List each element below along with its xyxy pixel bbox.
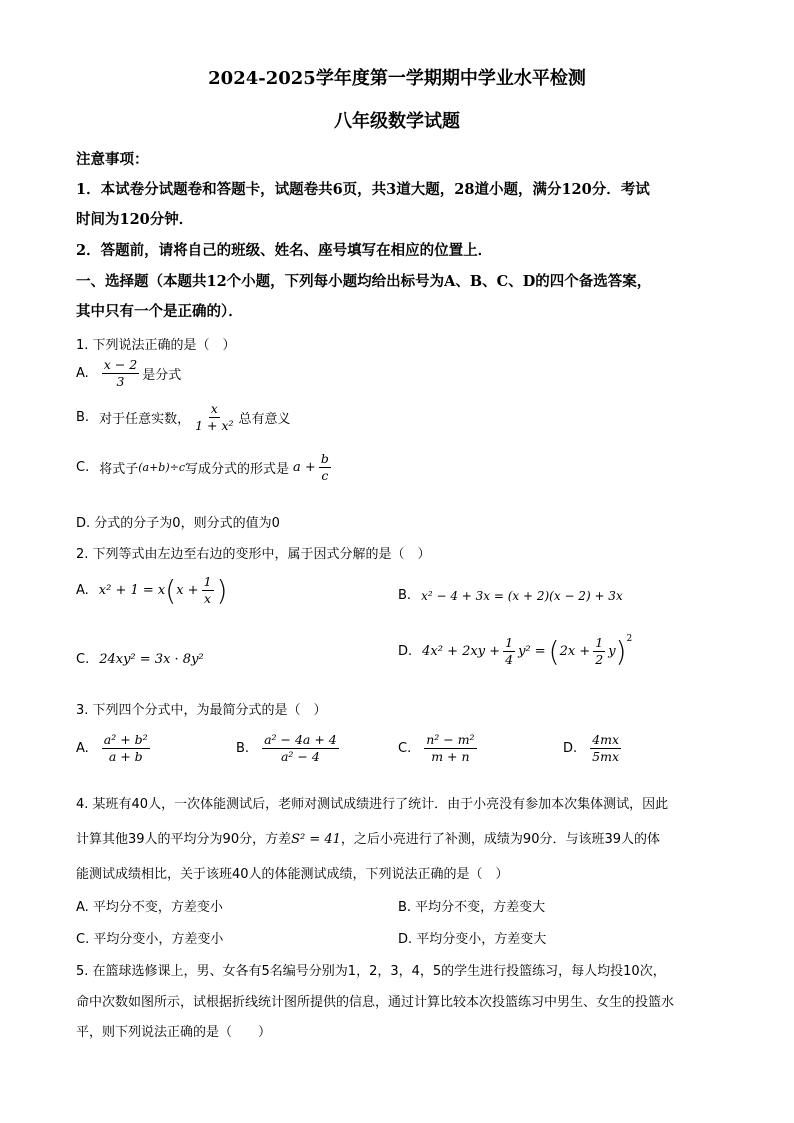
stem-text: 计算其他39人的平均分为90分，方差 <box>76 832 292 847</box>
question-4-stem: 4. 某班有40人，一次体能测试后，老师对测试成绩进行了统计．由于小亮没有参加本次集体测试，因此 <box>76 797 669 812</box>
option-label: B. <box>398 588 412 603</box>
exponent: 2 <box>626 634 633 644</box>
option-label: B. <box>236 741 250 757</box>
right-paren: ) <box>615 634 627 668</box>
question-3-option-b <box>236 733 342 765</box>
option-label: D. <box>398 644 413 660</box>
option-label: C. <box>76 460 90 476</box>
option-label: D. <box>76 516 91 531</box>
question-5-stem-cont-2: 平，则下列说法正确的是（ ） <box>76 1025 272 1040</box>
question-4-option-a: A. 平均分不变，方差变小 <box>76 900 223 915</box>
option-text: 总有意义 <box>238 412 291 428</box>
question-2-option-b <box>398 588 623 603</box>
fraction: $\frac{\text{a² + b²}}{a + b}$ <box>103 732 148 765</box>
question-1-stem: 1. 下列说法正确的是（ ） <box>76 338 236 353</box>
option-text: 是分式 <box>142 368 182 384</box>
option-label: A. <box>76 583 89 599</box>
math-expression: y² = <box>518 644 546 660</box>
fraction: $\frac{x - 2}{3}$ <box>103 357 138 390</box>
option-text: 分式的分子为0，则分式的值为0 <box>94 516 280 531</box>
question-2-option-a <box>76 575 227 607</box>
option-text: 将式子 <box>99 462 139 478</box>
exam-title: 2024-2025学年度第一学期期中学业水平检测 <box>208 68 586 89</box>
question-2-option-c <box>76 652 204 667</box>
math-expression: y <box>608 644 616 660</box>
question-1-option-a <box>76 358 181 390</box>
math-expression: 24xy² = 3x · 8y² <box>99 652 204 667</box>
fraction: $\frac{\text{n² − m²}}{m + n}$ <box>426 732 475 765</box>
option-text: 写成分式的形式是 <box>185 462 290 478</box>
question-2-option-d <box>398 636 632 668</box>
fraction: $\frac{x}{\text{1 + x²}}$ <box>195 401 234 434</box>
left-paren: ( <box>165 573 177 607</box>
question-4-stem-cont-2: 能测试成绩相比，关于该班40人的体能测试成绩，下列说法正确的是（ ） <box>76 867 509 882</box>
math-expression: S² = 41 <box>291 832 341 847</box>
math-expression: 4x² + 2xy + <box>422 644 501 660</box>
question-1-option-b <box>76 402 291 434</box>
math-expression: x + <box>176 583 199 599</box>
fraction: $\frac{b}{c}$ <box>320 451 329 484</box>
question-3-option-c <box>398 733 480 765</box>
notes-item-1: 1．本试卷分试题卷和答题卡，试题卷共6页，共3道大题，28道小题，满分120分．考试 <box>76 181 650 198</box>
question-4-stem-cont <box>76 828 660 847</box>
stem-text: ，之后小亮进行了补测，成绩为90分．与该班39人的体 <box>340 832 661 847</box>
question-4-option-b: B. 平均分不变，方差变大 <box>398 900 546 915</box>
option-label: D. <box>563 741 578 757</box>
fraction: $\frac{1}{2}$ <box>595 635 604 668</box>
right-paren: ) <box>216 573 228 607</box>
math-expression: x² + 1 = x <box>98 583 166 599</box>
option-text: 对于任意实数， <box>99 412 191 428</box>
fraction: $\frac{1}{x}$ <box>203 574 212 607</box>
section-heading-cont: 其中只有一个是正确的）． <box>76 303 243 320</box>
question-4-option-c: C. 平均分变小，方差变小 <box>76 932 224 947</box>
option-label: A. <box>76 366 89 382</box>
question-3-option-a <box>76 733 153 765</box>
fraction: $\frac{4mx}{5mx}$ <box>592 732 620 765</box>
question-1-option-c <box>76 452 334 484</box>
math-expression: x² − 4 + 3x = (x + 2)(x − 2) + 3x <box>421 588 623 603</box>
math-expression: 2x + <box>559 644 591 660</box>
notes-heading: 注意事项： <box>76 151 149 168</box>
section-heading: 一、选择题（本题共12个小题，下列每小题均给出标号为A、B、C、D的四个备选答案， <box>76 273 652 290</box>
left-paren: ( <box>548 634 560 668</box>
option-label: C. <box>76 652 90 667</box>
math-expression: a + <box>293 460 316 476</box>
option-label: B. <box>76 410 90 426</box>
exam-subtitle: 八年级数学试题 <box>334 111 460 132</box>
question-5-stem: 5. 在篮球选修课上，男、女各有5名编号分别为1，2，3，4，5的学生进行投篮练习，每人均投10次， <box>76 964 666 979</box>
question-1-option-d <box>76 512 280 531</box>
question-2-stem: 2. 下列等式由左边至右边的变形中，属于因式分解的是（ ） <box>76 547 431 562</box>
question-4-option-d: D. 平均分变小，方差变大 <box>398 932 547 947</box>
option-label: A. <box>76 741 89 757</box>
fraction: $\frac{1}{4}$ <box>505 635 514 668</box>
question-3-stem: 3. 下列四个分式中，为最简分式的是（ ） <box>76 703 327 718</box>
question-3-option-d <box>563 733 624 765</box>
option-label: C. <box>398 741 412 757</box>
notes-item-2: 2．答题前，请将自己的班级、姓名、座号填写在相应的位置上． <box>76 242 493 259</box>
question-5-stem-cont: 命中次数如图所示，试根据折线统计图所提供的信息，通过计算比较本次投篮练习中男生、女生的投篮水 <box>76 995 675 1010</box>
fraction: $\frac{\text{a² − 4a + 4}}{\text{a² − 4}}$ <box>264 732 337 765</box>
notes-item-1-cont: 时间为120分钟． <box>76 211 194 228</box>
math-expression: (a+b)÷c <box>138 461 186 475</box>
